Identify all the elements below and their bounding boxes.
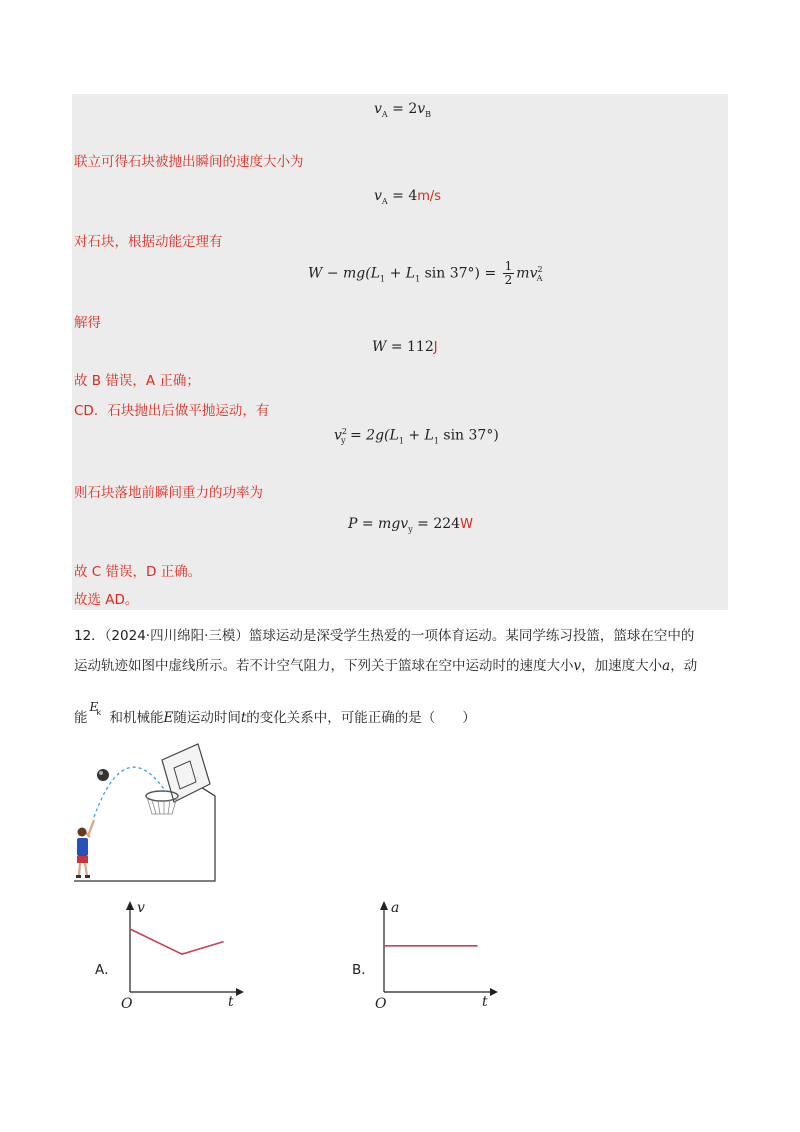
solution-line: 故 C 错误，D 正确。 <box>74 564 202 580</box>
basketball-icon <box>97 769 109 781</box>
equation-w: W = 112J <box>372 339 438 355</box>
graph-option-b <box>372 898 502 1010</box>
x-axis-arrow <box>236 988 244 996</box>
option-b-label[interactable]: B． <box>352 962 375 978</box>
equation-work-energy: $W - mg(L_1 + L_1$ sin 37°) = $\frac{1}{2}$ $mv^2_A$ <box>308 259 543 287</box>
option-a-label[interactable]: A． <box>95 962 118 978</box>
equation-va-2vb: $v_A = 2v_B$ <box>374 101 432 119</box>
origin-label: O <box>375 996 387 1010</box>
backboard <box>162 744 210 802</box>
origin-label: O <box>121 996 133 1010</box>
solution-line: 则石块落地前瞬间重力的功率为 <box>74 485 263 501</box>
question-line: 能 E k 和机械能E随运动时间t的变化关系中，可能正确的是（ ） <box>74 700 476 726</box>
player-figure <box>76 820 94 878</box>
solution-line: CD．石块抛出后做平抛运动，有 <box>74 403 270 419</box>
y-axis-arrow <box>380 901 388 910</box>
equation-vy: $v^2_y = 2g(L_1 + L_1$ sin 37°) <box>334 427 499 446</box>
solution-line: 对石块，根据动能定理有 <box>74 234 223 250</box>
solution-line: 故 B 错误，A 正确； <box>74 373 200 389</box>
y-axis-arrow <box>126 901 134 910</box>
basketball-illustration <box>70 740 230 885</box>
graph-option-a <box>118 898 248 1010</box>
equation-va: $v_A = 4m/s$ <box>374 188 442 206</box>
x-axis-label: t <box>482 994 488 1010</box>
velocity-curve <box>130 929 224 954</box>
y-axis-label: v <box>137 900 145 916</box>
question-line: 12．（2024·四川绵阳·三模）篮球运动是深受学生热爱的一项体育运动。某同学练习投篮，篮球在空中的 <box>74 628 695 644</box>
x-axis-label: t <box>228 994 234 1010</box>
y-axis-label: a <box>391 900 400 916</box>
equation-power: P = mgv$_y$ = 224W <box>348 516 473 534</box>
x-axis-arrow <box>490 988 498 996</box>
question-line: 运动轨迹如图中虚线所示。若不计空气阻力，下列关于篮球在空中运动时的速度大小v，加速度大小a，动 <box>74 658 698 674</box>
solution-panel <box>72 94 728 610</box>
solution-line: 解得 <box>74 315 101 331</box>
solution-line: 联立可得石块被抛出瞬间的速度大小为 <box>74 154 304 170</box>
solution-line: 故选 AD。 <box>74 592 139 608</box>
